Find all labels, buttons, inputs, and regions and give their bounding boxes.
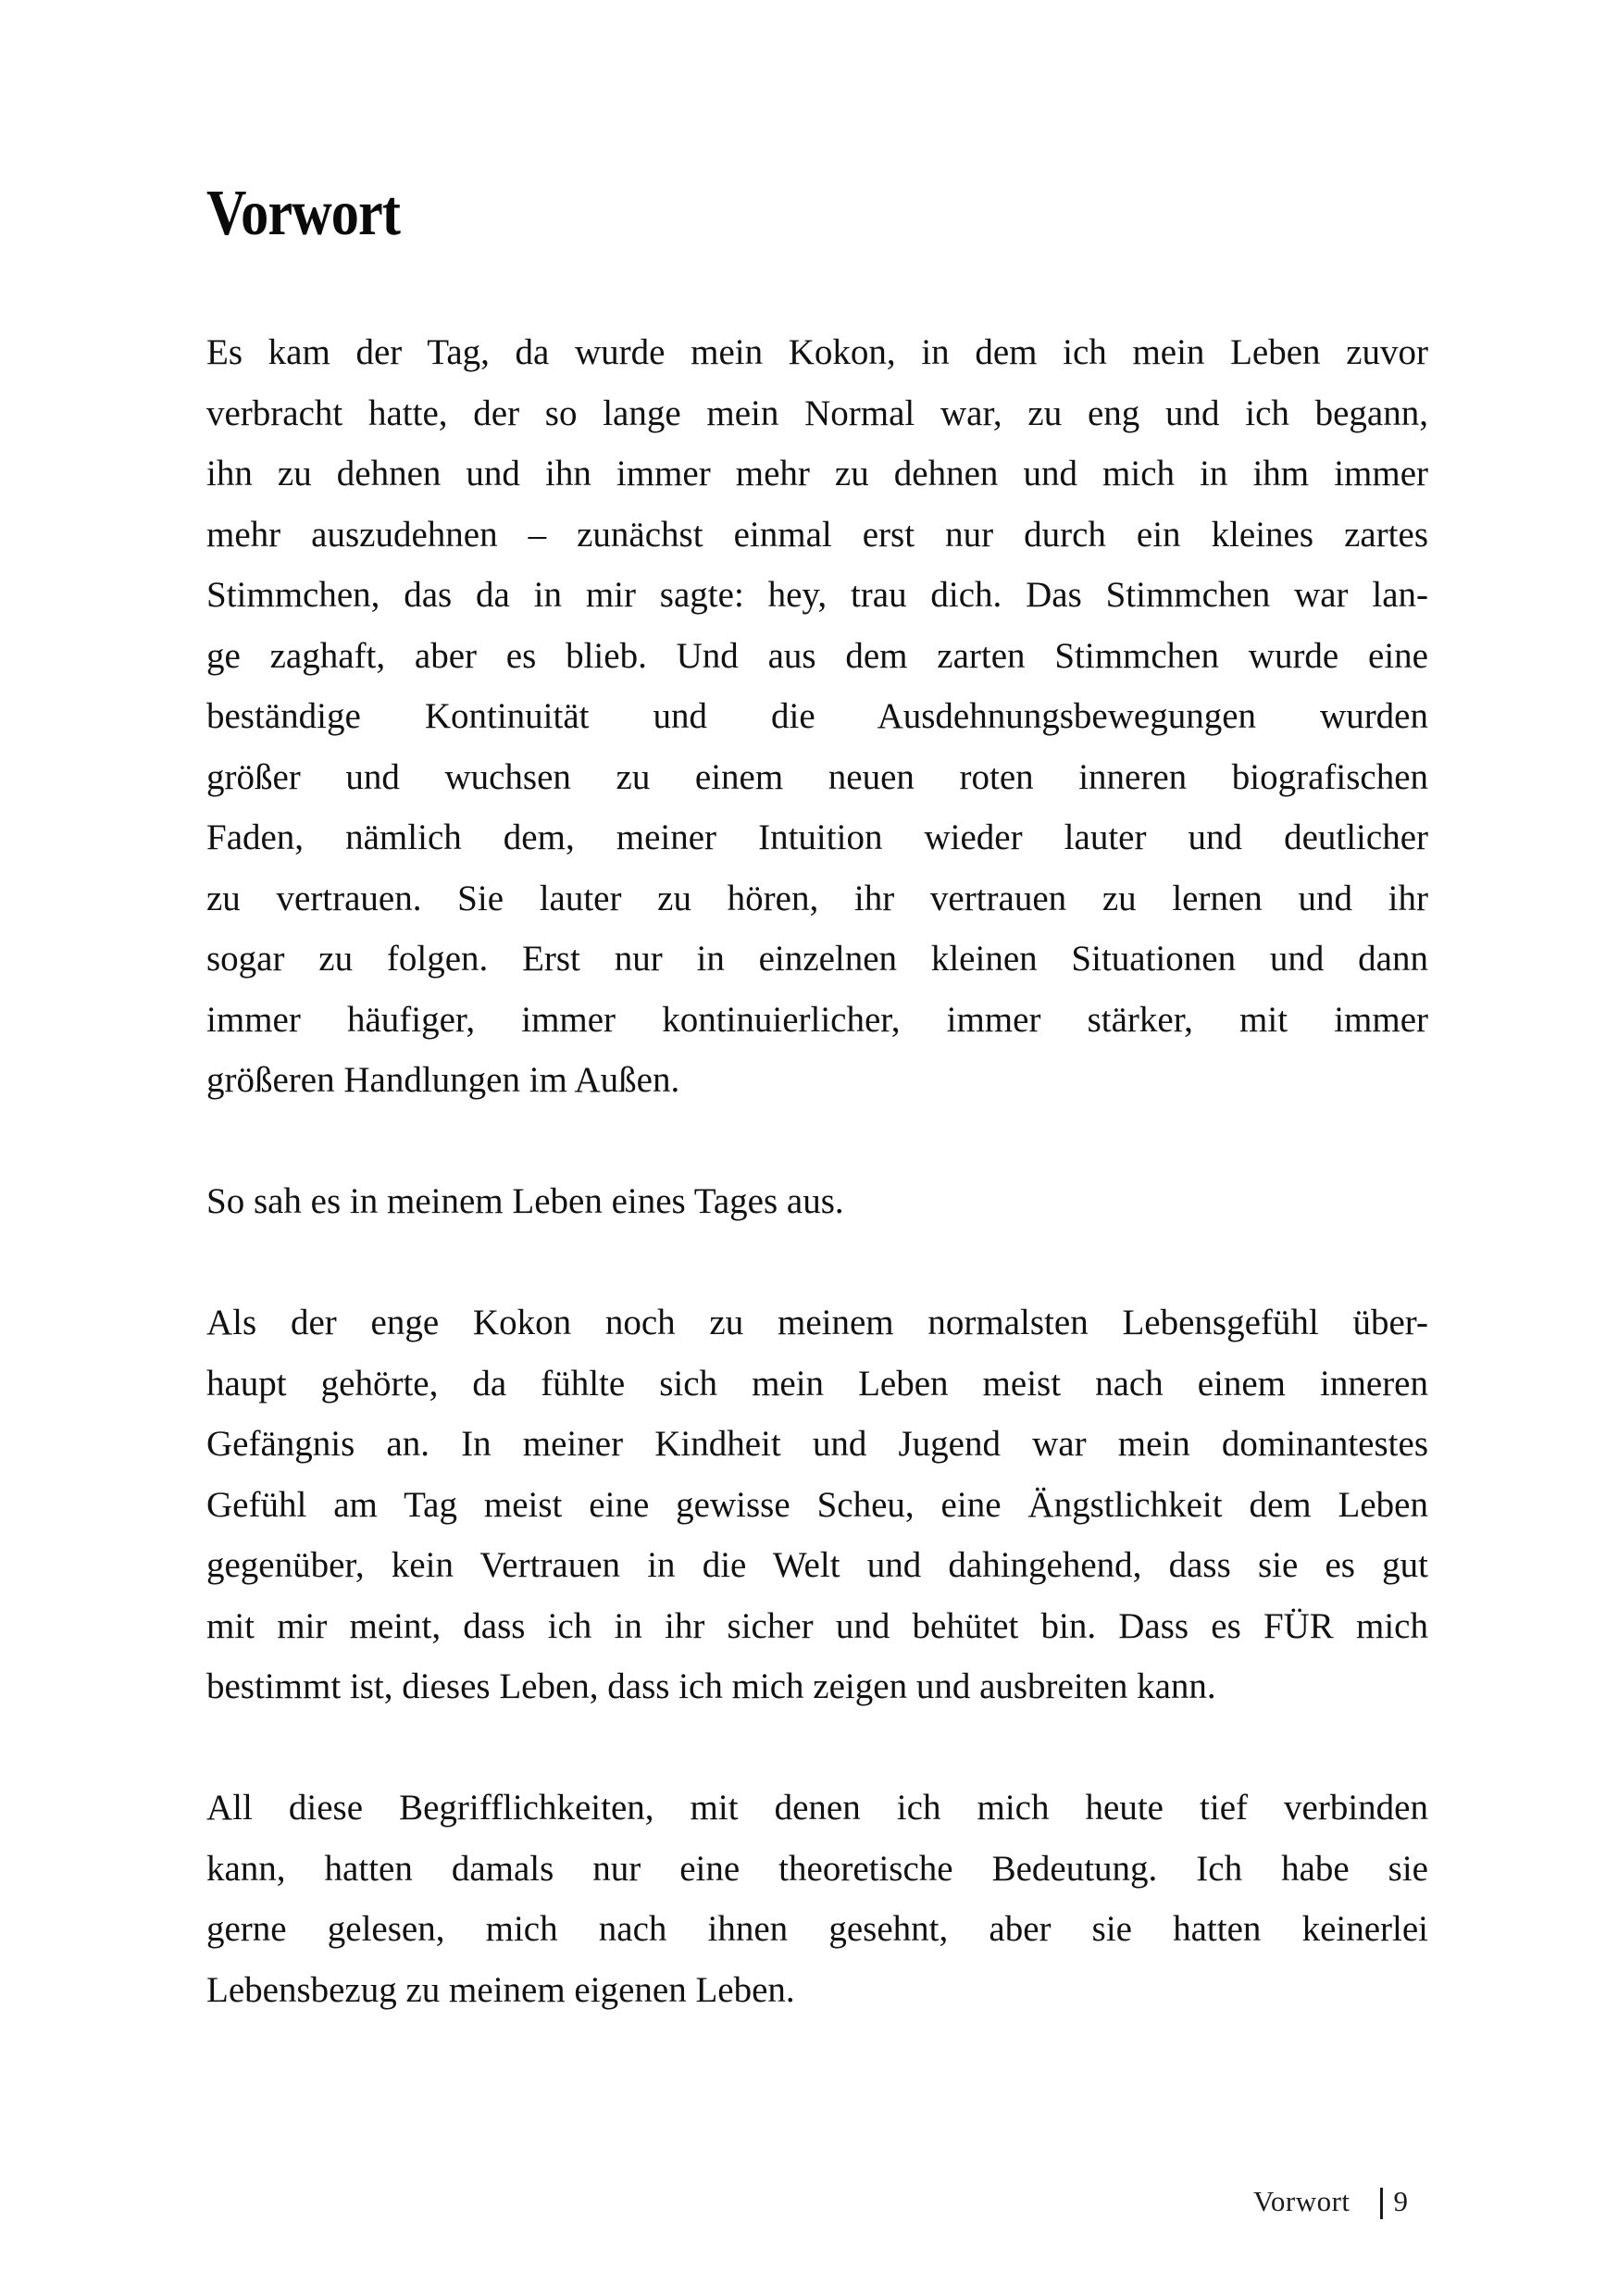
running-title: Vorwort — [1253, 2185, 1350, 2217]
paragraph — [206, 1292, 1428, 1717]
text-line: sogar zu folgen. Erst nur in einzelnen kleinen Situationen und dann — [206, 939, 1428, 979]
text-line: Gefängnis an. In meiner Kindheit und Jugend war mein dominantestes — [206, 1424, 1428, 1464]
text-line: ge zaghaft, aber es blieb. Und aus dem zarten Stimmchen wurde eine — [206, 635, 1428, 676]
text-line: mit mir meint, dass ich in ihr sicher und behütet bin. Dass es FÜR mich — [206, 1605, 1428, 1646]
footer-separator — [1380, 2188, 1383, 2219]
chapter-heading: Vorwort — [206, 178, 401, 249]
text-line: größeren Handlungen im Außen. — [206, 1060, 680, 1100]
text-line: So sah es in meinem Leben eines Tages aus. — [206, 1181, 844, 1221]
text-line: bestimmt ist, dieses Leben, dass ich mich zeigen und ausbreiten kann. — [206, 1666, 1216, 1706]
text-line: ihn zu dehnen und ihn immer mehr zu dehnen und mich in ihm immer — [206, 454, 1428, 493]
paragraph-spacer — [206, 1111, 1428, 1172]
body-text — [206, 322, 1428, 2020]
text-line: verbracht hatte, der so lange mein Normal war, zu eng und ich begann, — [206, 393, 1428, 433]
paragraph — [206, 322, 1428, 1111]
text-line: größer und wuchsen zu einem neuen roten inneren biografischen — [206, 756, 1428, 797]
text-line: zu vertrauen. Sie lauter zu hören, ihr vertrauen zu lernen und ihr — [206, 878, 1428, 918]
text-line: Faden, nämlich dem, meiner Intuition wieder lauter und deutlicher — [206, 817, 1428, 857]
text-line: Es kam der Tag, da wurde mein Kokon, in dem ich mein Leben zuvor — [206, 332, 1428, 372]
text-line: Gefühl am Tag meist eine gewisse Scheu, eine Ängstlichkeit dem Leben — [206, 1484, 1428, 1525]
text-line: All diese Begrifflichkeiten, mit denen ich mich heute tief verbinden — [206, 1788, 1428, 1828]
text-line: mehr auszudehnen – zunächst einmal erst nur durch ein kleines zartes — [206, 514, 1428, 555]
paragraph — [206, 1171, 1428, 1232]
text-line: haupt gehörte, da fühlte sich mein Leben meist nach einem inneren — [206, 1363, 1428, 1404]
paragraph — [206, 1778, 1428, 2020]
paragraph-spacer — [206, 1232, 1428, 1293]
text-line: gegenüber, kein Vertrauen in die Welt und dahingehend, dass sie es gut — [206, 1545, 1428, 1585]
text-line: Als der enge Kokon noch zu meinem normalsten Lebensgefühl über- — [206, 1303, 1428, 1342]
text-line: Stimmchen, das da in mir sagte: hey, trau dich. Das Stimmchen war lan- — [206, 575, 1428, 615]
text-line: Lebensbezug zu meinem eigenen Leben. — [206, 1969, 795, 2010]
text-line: gerne gelesen, mich nach ihnen gesehnt, aber sie hatten keinerlei — [206, 1909, 1428, 1949]
text-line: immer häufiger, immer kontinuierlicher, immer stärker, mit immer — [206, 999, 1428, 1040]
text-line: beständige Kontinuität und die Ausdehnungsbewegungen wurden — [206, 696, 1428, 736]
paragraph-spacer — [206, 1717, 1428, 1778]
page-number: 9 — [1393, 2185, 1409, 2217]
text-line: kann, hatten damals nur eine theoretische Bedeutung. Ich habe sie — [206, 1848, 1428, 1889]
page-footer — [1253, 2183, 1408, 2220]
